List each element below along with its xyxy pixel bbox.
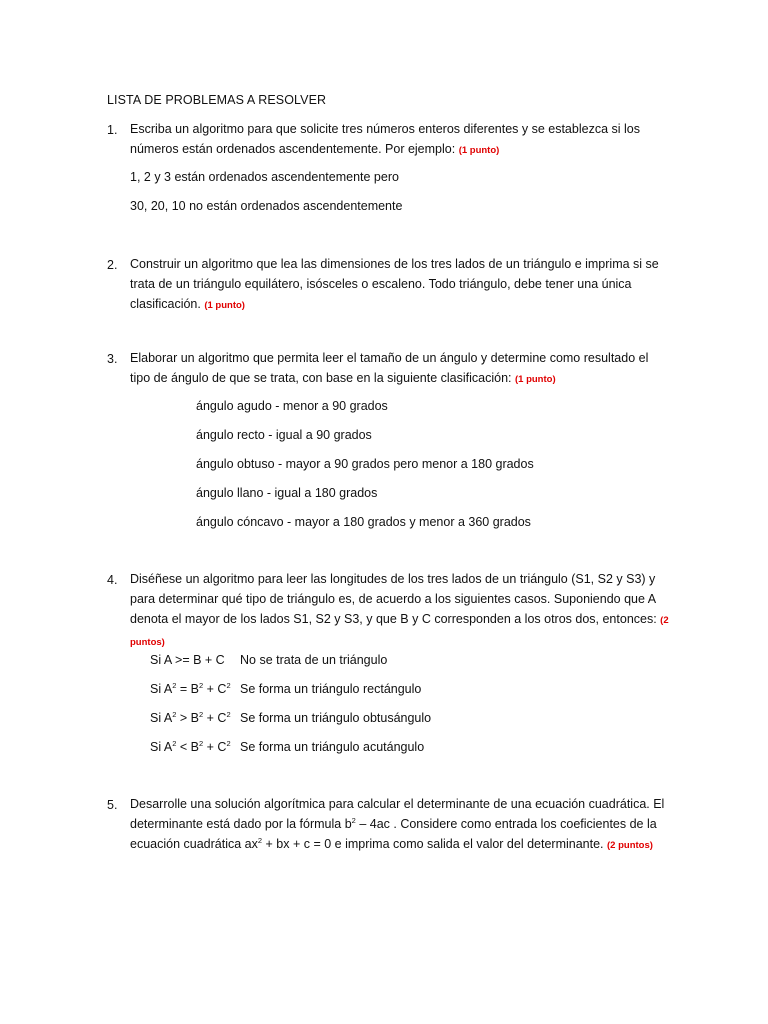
problem-1-number: 1. [107, 123, 118, 137]
case-condition: Si $A^2 > B^2 + C^2$ [150, 710, 231, 725]
page-title: LISTA DE PROBLEMAS A RESOLVER [107, 93, 327, 107]
problem-2-statement: Construir un algoritmo que lea las dimensiones de los tres lados de un triángulo e imprima si se trata de un triángulo equilátero, isósceles o escaleno. Todo triángulo, debe tener una única clasificación. [130, 257, 659, 311]
problem-1-example-1: 1, 2 y 3 están ordenados ascendentemente pero [130, 170, 399, 184]
angle-item: ángulo recto - igual a 90 grados [196, 428, 372, 442]
problem-4-points: (2 puntos) [130, 615, 669, 648]
problem-2-number: 2. [107, 258, 118, 272]
case-condition: Si A >= B + C [150, 653, 225, 667]
problem-5-text: Desarrolle una solución algorítmica para calcular el determinante de una ecuación cuadrática. El determinante está dado por la fórmula $b^2 - 4ac$ . Considere como entrada los coeficientes de la ecuación cuadrática $ax^2$ + bx + c = 0 e imprima como salida el valor del determinante. (2 puntos) [130, 797, 665, 851]
problem-1-points: (1 punto) [458, 145, 500, 156]
problem-2-text [130, 254, 670, 316]
case-condition: Si $A^2 < B^2 + C^2$ [150, 739, 231, 754]
problem-3-text [130, 348, 670, 390]
problem-4-text [130, 569, 670, 653]
problem-4-number: 4. [107, 573, 118, 587]
problem-2-points: (1 punto) [204, 300, 245, 311]
case-result: Se forma un triángulo acutángulo [240, 740, 425, 754]
case-result: Se forma un triángulo rectángulo [240, 682, 422, 696]
angle-item: ángulo obtuso - mayor a 90 grados pero menor a 180 grados [196, 457, 534, 471]
case-condition: Si $A^2 = B^2 + C^2$ [150, 681, 231, 696]
problem-5-number: 5. [107, 798, 118, 812]
angle-item: ángulo llano - igual a 180 grados [196, 486, 378, 500]
problem-1-statement: Escriba un algoritmo para que solicite tres números enteros diferentes y se establezca si los números están ordenados ascendentemente. Por ejemplo: [130, 122, 640, 156]
angle-item: ángulo agudo - menor a 90 grados [196, 399, 388, 413]
problem-5-points: (2 puntos) [607, 840, 653, 851]
problem-3-statement: Elaborar un algoritmo que permita leer el tamaño de un ángulo y determine como resultado el tipo de ángulo de que se trata, con base en la siguiente clasificación: [130, 351, 649, 385]
problem-4-statement: Diséñese un algoritmo para leer las longitudes de los tres lados de un triángulo (S1, S2 y S3) y para determinar qué tipo de triángulo es, de acuerdo a los siguientes casos. Suponiendo que A denota el mayor de los lados S1, S2 y S3, y que B y C corresponden a los otros dos, entonces: [130, 572, 661, 626]
angle-item: ángulo cóncavo - mayor a 180 grados y menor a 360 grados [196, 515, 531, 529]
case-result: No se trata de un triángulo [240, 653, 388, 667]
problem-1-text [130, 119, 670, 161]
problem-3-points: (1 punto) [514, 374, 556, 385]
case-result: Se forma un triángulo obtusángulo [240, 711, 432, 725]
problem-1-example-2: 30, 20, 10 no están ordenados ascendentemente [130, 199, 403, 213]
problem-3-number: 3. [107, 352, 118, 366]
